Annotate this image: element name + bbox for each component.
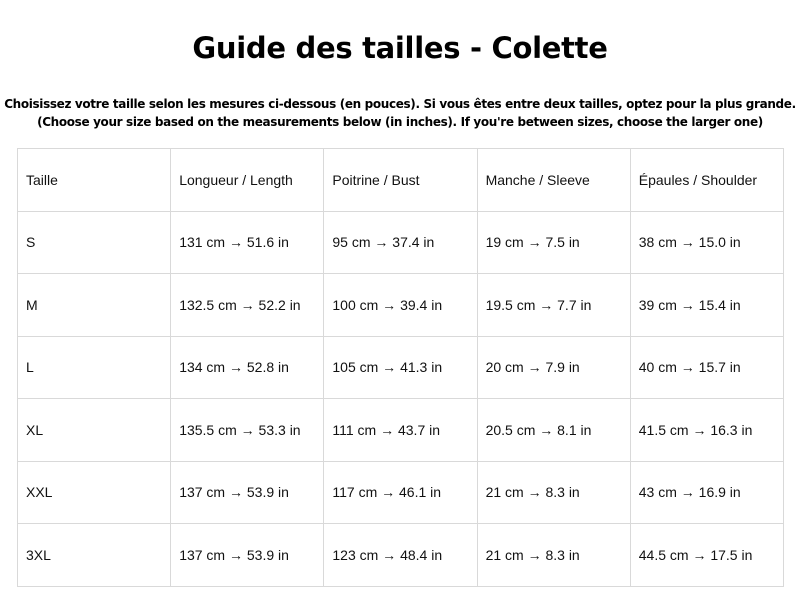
length-cell: 132.5 cm → 52.2 in	[171, 274, 324, 337]
bust-cell: 100 cm → 39.4 in	[324, 274, 477, 337]
length-cell: 134 cm → 52.8 in	[171, 336, 324, 399]
sleeve-cell: 19.5 cm → 7.7 in	[477, 274, 630, 337]
table-row	[18, 399, 784, 462]
shoulder-cell: 38 cm → 15.0 in	[630, 211, 783, 274]
header-sleeve: Manche / Sleeve	[477, 149, 630, 212]
sleeve-cell: 19 cm → 7.5 in	[477, 211, 630, 274]
sleeve-cell: 20.5 cm → 8.1 in	[477, 399, 630, 462]
header-shoulder: Épaules / Shoulder	[630, 149, 783, 212]
sleeve-cell: 20 cm → 7.9 in	[477, 336, 630, 399]
bust-cell: 95 cm → 37.4 in	[324, 211, 477, 274]
header-size: Taille	[18, 149, 171, 212]
page-title: Guide des tailles - Colette	[192, 31, 608, 65]
header-bust: Poitrine / Bust	[324, 149, 477, 212]
bust-cell: 117 cm → 46.1 in	[324, 461, 477, 524]
size-cell: XL	[18, 399, 171, 462]
shoulder-cell: 41.5 cm → 16.3 in	[630, 399, 783, 462]
size-table	[17, 148, 784, 587]
instructions-french: Choisissez votre taille selon les mesures ci-dessous (en pouces). Si vous êtes entre deux tailles, optez pour la plus grande.	[4, 97, 796, 111]
table-row	[18, 211, 784, 274]
table-row	[18, 336, 784, 399]
length-cell: 131 cm → 51.6 in	[171, 211, 324, 274]
size-cell: S	[18, 211, 171, 274]
shoulder-cell: 40 cm → 15.7 in	[630, 336, 783, 399]
table-row	[18, 524, 784, 587]
bust-cell: 105 cm → 41.3 in	[324, 336, 477, 399]
bust-cell: 111 cm → 43.7 in	[324, 399, 477, 462]
size-cell: 3XL	[18, 524, 171, 587]
length-cell: 137 cm → 53.9 in	[171, 461, 324, 524]
size-cell: L	[18, 336, 171, 399]
length-cell: 137 cm → 53.9 in	[171, 524, 324, 587]
shoulder-cell: 39 cm → 15.4 in	[630, 274, 783, 337]
bust-cell: 123 cm → 48.4 in	[324, 524, 477, 587]
length-cell: 135.5 cm → 53.3 in	[171, 399, 324, 462]
shoulder-cell: 43 cm → 16.9 in	[630, 461, 783, 524]
table-row	[18, 461, 784, 524]
size-cell: XXL	[18, 461, 171, 524]
instructions-english: (Choose your size based on the measurements below (in inches). If you're between sizes, choose the larger one)	[37, 115, 763, 129]
header-length: Longueur / Length	[171, 149, 324, 212]
sleeve-cell: 21 cm → 8.3 in	[477, 461, 630, 524]
sleeve-cell: 21 cm → 8.3 in	[477, 524, 630, 587]
table-row	[18, 274, 784, 337]
table-header-row	[18, 149, 784, 212]
shoulder-cell: 44.5 cm → 17.5 in	[630, 524, 783, 587]
size-cell: M	[18, 274, 171, 337]
